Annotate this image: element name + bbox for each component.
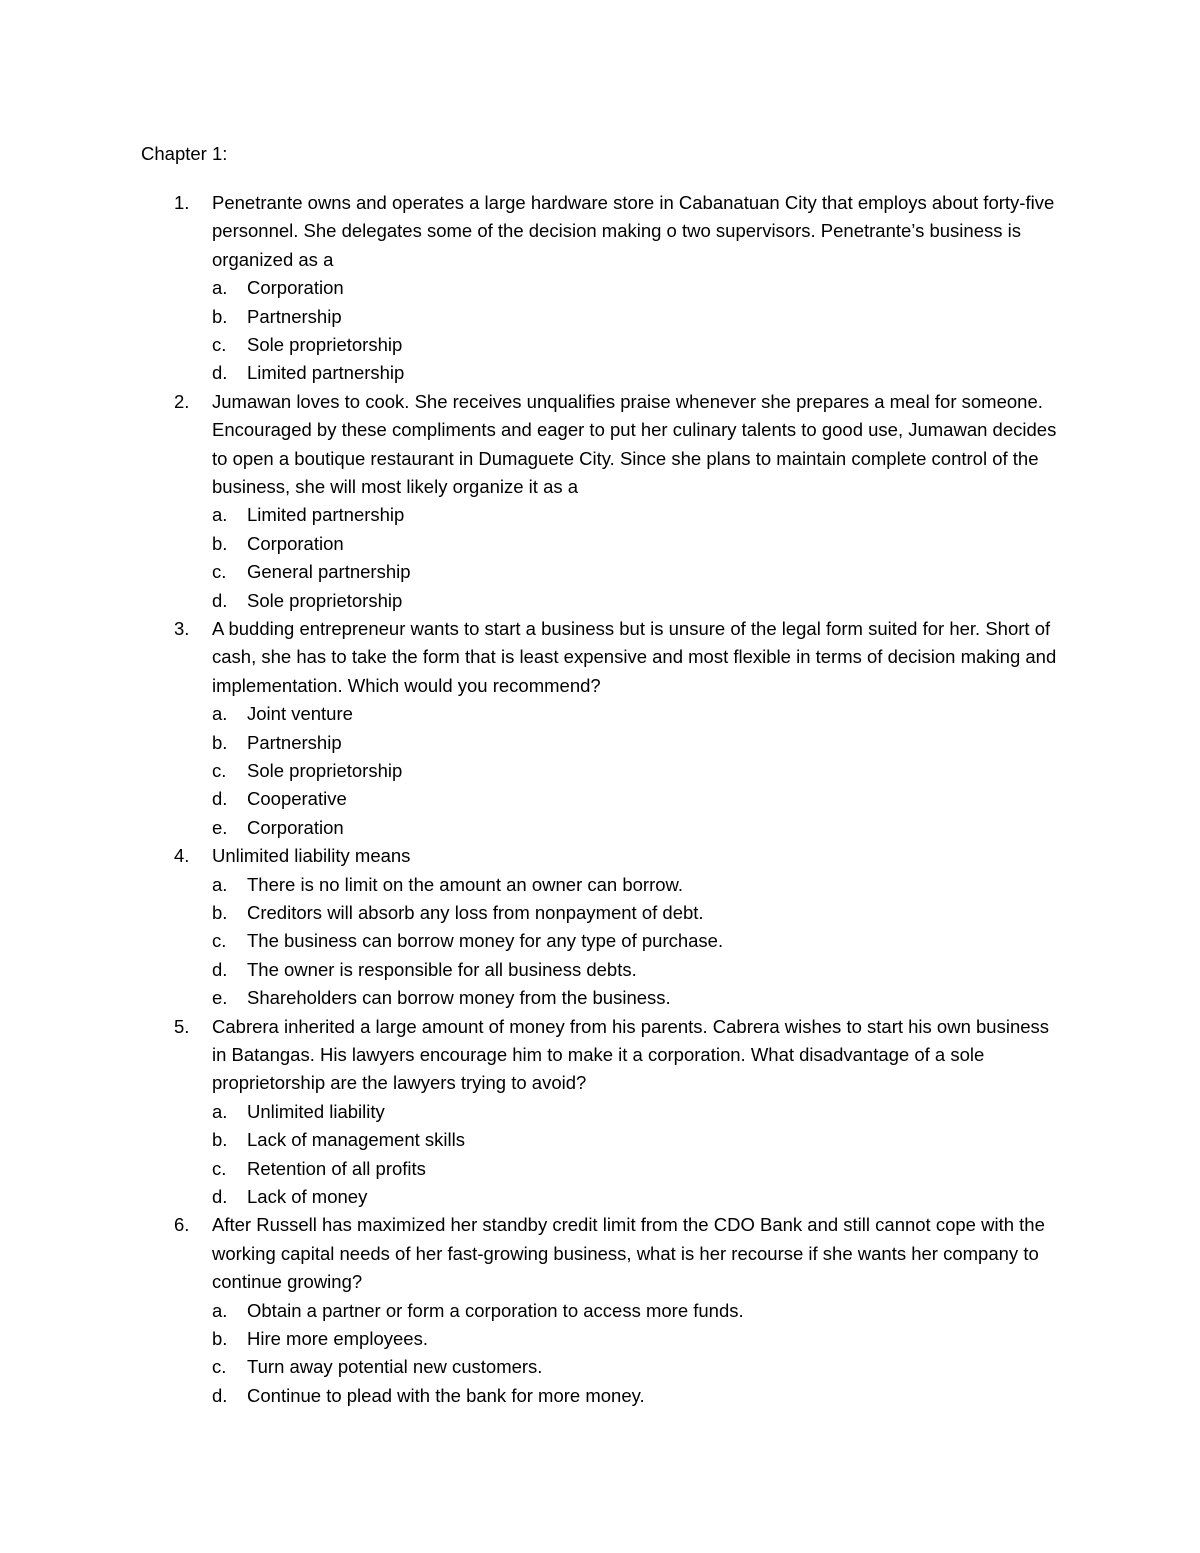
answer-option — [0, 1098, 1200, 1126]
answer-option — [0, 1126, 1200, 1154]
option-text: Hire more employees. — [247, 1327, 428, 1349]
answer-option — [0, 814, 1200, 842]
option-text: The owner is responsible for all business debts. — [247, 958, 637, 980]
option-text: Limited partnership — [247, 362, 405, 384]
option-letter: b. — [212, 1129, 228, 1151]
option-text: Retention of all profits — [247, 1157, 426, 1179]
question-number: 2. — [174, 390, 190, 412]
option-letter: e. — [212, 987, 228, 1009]
question-number: 6. — [174, 1214, 190, 1236]
option-text: Limited partnership — [247, 504, 405, 526]
option-text: Joint venture — [247, 703, 353, 725]
option-text: Sole proprietorship — [247, 589, 403, 611]
option-letter: a. — [212, 1100, 228, 1122]
option-letter: b. — [212, 901, 228, 923]
option-letter: c. — [212, 1157, 227, 1179]
question-item — [0, 189, 1200, 274]
question-item — [0, 615, 1200, 700]
option-text: Lack of money — [247, 1185, 368, 1207]
answer-option — [0, 984, 1200, 1012]
option-letter: c. — [212, 930, 227, 952]
option-letter: b. — [212, 1327, 228, 1349]
option-letter: c. — [212, 1356, 227, 1378]
option-letter: d. — [212, 1384, 228, 1406]
answer-option — [0, 1297, 1200, 1325]
option-letter: c. — [212, 759, 227, 781]
chapter-heading: Chapter 1: — [141, 143, 228, 164]
answer-option — [0, 1183, 1200, 1211]
option-letter: d. — [212, 958, 228, 980]
option-text: Lack of management skills — [247, 1129, 465, 1151]
option-text: Cooperative — [247, 788, 347, 810]
answer-option — [0, 899, 1200, 927]
answer-option — [0, 530, 1200, 558]
option-letter: a. — [212, 703, 228, 725]
option-text: Creditors will absorb any loss from nonpayment of debt. — [247, 901, 704, 923]
option-letter: d. — [212, 1185, 228, 1207]
question-text: Unlimited liability means — [212, 845, 411, 867]
option-letter: d. — [212, 788, 228, 810]
answer-option — [0, 359, 1200, 387]
question-item — [0, 1013, 1200, 1098]
option-text: There is no limit on the amount an owner can borrow. — [247, 873, 684, 895]
option-text: Partnership — [247, 305, 342, 327]
option-text: Corporation — [247, 277, 344, 299]
answer-option — [0, 1353, 1200, 1381]
question-number: 5. — [174, 1015, 190, 1037]
option-letter: c. — [212, 334, 227, 355]
question-number: 1. — [174, 192, 190, 213]
option-text: Shareholders can borrow money from the business. — [247, 987, 671, 1009]
option-letter: a. — [212, 1299, 228, 1321]
answer-option — [0, 587, 1200, 615]
answer-option — [0, 927, 1200, 955]
answer-option — [0, 274, 1200, 302]
option-text: Obtain a partner or form a corporation to access more funds. — [247, 1299, 744, 1321]
answer-option — [0, 757, 1200, 785]
answer-option — [0, 501, 1200, 529]
answer-option — [0, 700, 1200, 728]
question-text: Cabrera inherited a large amount of money from his parents. Cabrera wishes to start his own business in Batangas. His lawyers encourage him to make it a corporation. What disadvantage of a sole proprietorship are the lawyers trying to avoid? — [212, 1015, 1050, 1094]
option-letter: a. — [212, 504, 228, 526]
option-text: Corporation — [247, 532, 344, 554]
option-text: General partnership — [247, 561, 411, 583]
option-text: Sole proprietorship — [247, 759, 403, 781]
question-number: 4. — [174, 845, 190, 867]
answer-option — [0, 558, 1200, 586]
option-text: Corporation — [247, 816, 344, 838]
answer-option — [0, 785, 1200, 813]
option-letter: e. — [212, 816, 228, 838]
question-number: 3. — [174, 617, 190, 639]
question-item — [0, 1211, 1200, 1296]
answer-option — [0, 729, 1200, 757]
answer-option — [0, 956, 1200, 984]
option-letter: b. — [212, 532, 228, 554]
option-letter: a. — [212, 873, 228, 895]
option-letter: c. — [212, 561, 227, 583]
option-text: Partnership — [247, 731, 342, 753]
option-text: Sole proprietorship — [247, 334, 403, 355]
option-letter: d. — [212, 589, 228, 611]
question-item — [0, 842, 1200, 870]
answer-option — [0, 1155, 1200, 1183]
answer-option — [0, 1325, 1200, 1353]
question-text: After Russell has maximized her standby credit limit from the CDO Bank and still cannot cope with the working capital needs of her fast-growing business, what is her recourse if she wants her company to continue growing? — [212, 1214, 1045, 1293]
option-text: Unlimited liability — [247, 1100, 385, 1122]
option-letter: a. — [212, 277, 228, 299]
option-text: Turn away potential new customers. — [247, 1356, 543, 1378]
option-letter: b. — [212, 305, 228, 327]
question-item — [0, 388, 1200, 502]
option-letter: b. — [212, 731, 228, 753]
question-text: A budding entrepreneur wants to start a business but is unsure of the legal form suited for her. Short of cash, she has to take the form that is least expensive and most flexible in terms of decision making and implementation. Which would you recommend? — [212, 617, 1057, 696]
answer-option — [0, 303, 1200, 331]
question-text: Jumawan loves to cook. She receives unqualifies praise whenever she prepares a meal for someone. Encouraged by these compliments and eager to put her culinary talents to good use, Jumawan decides to open a boutique restaurant in Dumaguete City. Since she plans to maintain complete control of the business, she will most likely organize it as a — [212, 390, 1057, 497]
option-text: Continue to plead with the bank for more money. — [247, 1384, 645, 1406]
question-list — [0, 189, 1200, 1410]
answer-option — [0, 871, 1200, 899]
option-letter: d. — [212, 362, 228, 384]
question-text: Penetrante owns and operates a large hardware store in Cabanatuan City that employs about forty-five personnel. She delegates some of the decision making o two supervisors. Penetrante’s business is organized as a — [212, 192, 1055, 270]
answer-option — [0, 331, 1200, 359]
option-text: The business can borrow money for any type of purchase. — [247, 930, 724, 952]
answer-option — [0, 1382, 1200, 1410]
